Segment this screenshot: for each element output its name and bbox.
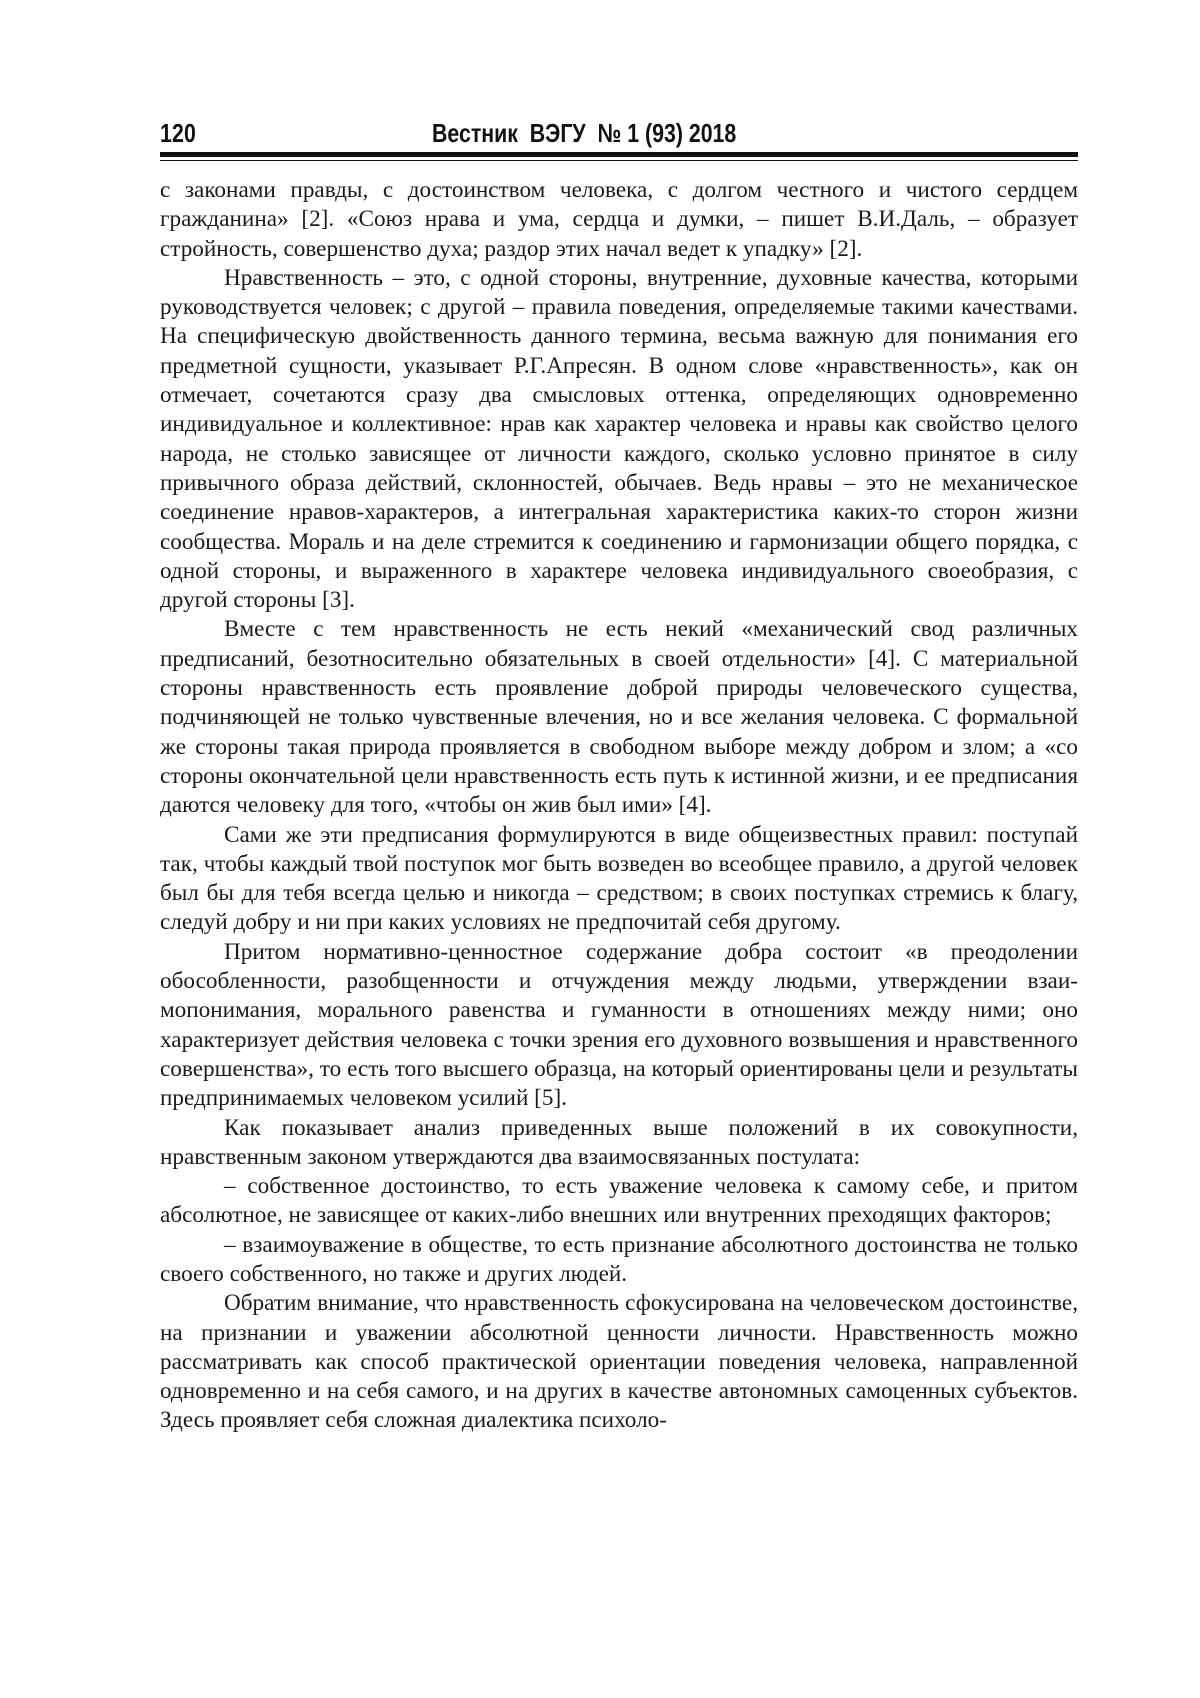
- list-item-dash: – взаимоуважение в обществе, то есть признание абсолютного достоинства не только своего собственного, но также и других людей.: [160, 1231, 1078, 1287]
- header-rule-thin: [160, 160, 1078, 161]
- paragraph: Вместе с тем нравственность не есть некий «механический свод различных предписаний, безотносительно обязательных в своей отдельности» [4]. С материальной стороны нравственность есть проявление доброй природы человеческого существа, подчиняющей не только чувственные влечения, но и все желания человека. С формальной же стороны такая природа проявляется в свободном выборе между добром и злом; а «со стороны окончательной цели нравственность есть путь к истинной жизни, и ее предписания даются человеку для того, «чтобы он жив был ими» [4].: [160, 616, 1078, 819]
- page-number: 120: [160, 118, 197, 148]
- paragraph: Обратим внимание, что нравственность сфокусирована на человеческом достоинстве, на признании и уважении абсолютной ценности личности. Нравственность можно рассматривать как способ практической ориентации поведения человека, направленной одновременно и на себя самого, и на других в качестве автономных самоценных субъектов. Здесь проявляет себя сложная диалектика психоло-: [160, 1290, 1078, 1434]
- running-header: [160, 112, 1078, 152]
- paragraph: Притом нормативно-ценностное содержание добра состоит «в преодолении обособленности, разобщенности и отчуждения между людьми, утверждении взаимопонимания, морального равенства и гуманности в отношениях между ними; оно характеризует действия человека с точки зрения его духовного возвышения и нравственного совершенства», то есть того высшего образца, на который ориентированы цели и результаты предпринимаемых человеком усилий [5].: [160, 938, 1078, 1112]
- header-rule-thick: [160, 152, 1078, 157]
- paragraph: Нравственность – это, с одной стороны, внутренние, духовные качества, которыми руководствуется человек; с другой – правила поведения, определяемые такими качествами. На специфическую двойственность данного термина, весьма важную для понимания его предметной сущности, указывает Р.Г.Апресян. В одном слове «нравственность», как он отмечает, сочетаются сразу два смысловых оттенка, определяющих одновременно индивидуальное и коллективное: нрав как характер человека и нравы как свойство целого народа, не столько зависящее от личности каждого, сколько условно принятое в силу привычного образа действий, склонностей, обычаев. Ведь нравы – это не механическое соединение нравов-характеров, а интегральная характеристика каких-то сторон жизни сообщества. Мораль и на деле стремится к соединению и гармонизации общего порядка, с одной стороны, и выраженного в характере человека индивидуального своеобразия, с другой стороны [3].: [160, 264, 1078, 614]
- paragraph: Как показывает анализ приведенных выше положений в их совокупности, нравственным законом утверждаются два взаимосвязанных постулата:: [160, 1114, 1078, 1170]
- paragraph: Сами же эти предписания формулируются в виде общеизвестных правил: поступай так, чтобы каждый твой поступок мог быть возведен во всеобщее правило, а другой человек был бы для тебя всегда целью и никогда – средством; в своих поступках стремись к благу, следуй добру и ни при каких условиях не предпочитай себя другому.: [160, 821, 1078, 936]
- journal-title: Вестник ВЭГУ № 1 (93) 2018: [432, 118, 737, 148]
- paragraph-continuation: с законами правды, с достоинством человека, с долгом честного и чистого сердцем гражданина» [2]. «Союз нрава и ума, сердца и думки, – пишет В.И.Даль, – образует стройность, совершенство духа; раздор этих начал ведет к упадку» [2].: [160, 177, 1078, 262]
- article-body: [160, 176, 1078, 1436]
- list-item-dash: – собственное достоинство, то есть уважение человека к самому себе, и притом абсолютное, не зависящее от каких-либо внешних или внутренних преходящих факторов;: [160, 1173, 1078, 1229]
